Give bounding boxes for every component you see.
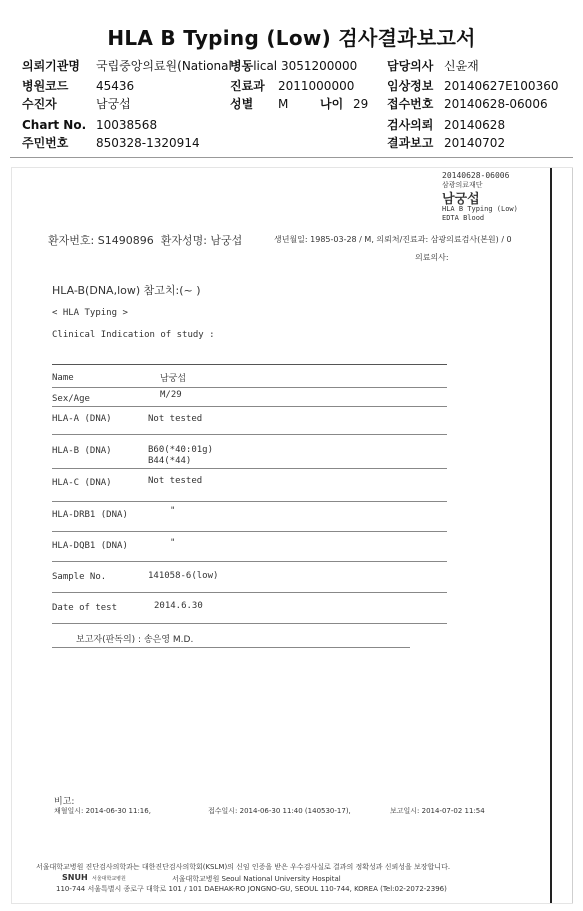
rule bbox=[52, 434, 447, 435]
patient-line-rest: 생년월일: 1985-03-28 / M, 의뢰처/진료과: 삼광의료검사(본원) / 0 bbox=[274, 235, 512, 244]
department-label-text: 진료과 bbox=[230, 79, 265, 93]
label-institution: 삼광의료재단 bbox=[442, 181, 483, 189]
ward-label: 병동 bbox=[230, 59, 254, 73]
clinical-info-label bbox=[387, 78, 433, 94]
patient-name-label: 환자성명: bbox=[160, 234, 207, 247]
patient-name-value: 남궁섭 bbox=[210, 234, 243, 247]
hospital-code-label-text: 병원코드 bbox=[22, 79, 69, 93]
rule bbox=[52, 501, 447, 502]
row-value: " bbox=[170, 506, 176, 516]
rule bbox=[52, 647, 410, 648]
requesting-institution bbox=[22, 58, 80, 74]
patient-value: 남궁섭 bbox=[96, 97, 131, 111]
row-value: M/29 bbox=[160, 390, 182, 400]
footer-certification: 서울대학교병원 진단검사의학과는 대한진단검사의학회(KSLM)의 신임 인증을 받은 우수검사실로 결과의 정확성과 신뢰성을 보장합니다. bbox=[36, 863, 451, 871]
sex-label-text: 성별 bbox=[230, 97, 254, 111]
test-request-label-text: 검사의뢰 bbox=[387, 118, 434, 132]
patient-label bbox=[22, 96, 57, 112]
department-label bbox=[230, 78, 265, 94]
rule bbox=[52, 364, 447, 365]
age-label bbox=[320, 96, 343, 112]
clinical-info-value: 20140627E100360 bbox=[444, 79, 559, 93]
row-label: Date of test bbox=[52, 603, 118, 613]
reporter: 보고자(판독의) : 송은영 M.D. bbox=[76, 635, 194, 645]
receipt-no-label-text: 접수번호 bbox=[387, 97, 434, 111]
result-report-label bbox=[387, 135, 433, 151]
requesting-institution-value: 국립중앙의료원(National bbox=[96, 59, 232, 73]
label-sample: EDTA Blood bbox=[442, 214, 485, 222]
received-time: 접수일시: 2014-06-30 11:40 (140530-17), bbox=[208, 807, 351, 815]
row-value: " bbox=[170, 538, 176, 548]
row-label: HLA-B (DNA) bbox=[52, 446, 112, 456]
age-label-text: 나이 bbox=[320, 97, 344, 111]
patient-no-label: 환자번호: bbox=[48, 234, 95, 247]
department-value: 2011000000 bbox=[278, 79, 355, 93]
row-value-2: B44(*44) bbox=[148, 456, 192, 466]
test-request-value: 20140628 bbox=[444, 118, 506, 132]
scanned-report bbox=[12, 168, 572, 903]
test-title: HLA-B(DNA,low) 참고치:(~ ) bbox=[52, 284, 201, 297]
patient-line bbox=[48, 232, 242, 248]
rule bbox=[52, 406, 447, 407]
footer-hospital-name: 서울대학교병원 Seoul National University Hospital bbox=[172, 875, 341, 883]
row-value: 남궁섭 bbox=[160, 374, 187, 384]
hospital-code-value: 45436 bbox=[96, 79, 135, 93]
sex-label bbox=[230, 96, 253, 112]
row-label: HLA-C (DNA) bbox=[52, 478, 112, 488]
rule bbox=[52, 468, 447, 469]
report-title: HLA B Typing (Low) 검사결과보고서 bbox=[107, 26, 476, 50]
rule bbox=[52, 561, 447, 562]
rule bbox=[52, 592, 447, 593]
resident-id-value: 850328-1320914 bbox=[96, 136, 200, 150]
snuh-logo: SNUH bbox=[62, 873, 88, 882]
row-value: Not tested bbox=[148, 476, 203, 486]
hospital-code-label bbox=[22, 78, 68, 94]
rule bbox=[52, 387, 447, 388]
doctor-label: 의료의사: bbox=[415, 253, 449, 262]
row-label: HLA-A (DNA) bbox=[52, 414, 112, 424]
row-label: Sex/Age bbox=[52, 394, 90, 404]
scan-edge-line bbox=[550, 168, 552, 903]
chart-no-label bbox=[22, 117, 86, 133]
row-label: Name bbox=[52, 373, 74, 383]
snuh-logo-sub: 서울대학교병원 bbox=[92, 876, 126, 882]
row-label: HLA-DRB1 (DNA) bbox=[52, 510, 128, 520]
row-value: 141058-6(low) bbox=[148, 571, 219, 581]
row-value: 2014.6.30 bbox=[154, 601, 203, 611]
clinical-indication: Clinical Indication of study : bbox=[52, 330, 215, 340]
label-test: HLA B Typing (Low) bbox=[442, 205, 518, 213]
requesting-institution-label: 의뢰기관명 bbox=[22, 59, 80, 73]
collected-time: 채혈일시: 2014-06-30 11:16, bbox=[54, 807, 151, 815]
reported-time: 보고일시: 2014-07-02 11:54 bbox=[390, 807, 485, 815]
row-label: Sample No. bbox=[52, 572, 107, 582]
row-value: Not tested bbox=[148, 414, 203, 424]
label-receipt: 20140628-06006 bbox=[442, 171, 510, 180]
patient-label-text: 수진자 bbox=[22, 97, 57, 111]
ward-value: lical 3051200000 bbox=[253, 59, 358, 73]
attending bbox=[387, 58, 433, 74]
row-label: HLA-DQB1 (DNA) bbox=[52, 541, 128, 551]
rule bbox=[52, 623, 447, 624]
chart-no-value: 10038568 bbox=[96, 118, 158, 132]
resident-id-label-text: 주민번호 bbox=[22, 136, 69, 150]
receipt-no-label bbox=[387, 96, 433, 112]
result-report-label-text: 결과보고 bbox=[387, 136, 434, 150]
result-report-value: 20140702 bbox=[444, 136, 506, 150]
resident-id-label bbox=[22, 135, 68, 151]
header-divider bbox=[10, 157, 573, 158]
receipt-no-value: 20140628-06006 bbox=[444, 97, 548, 111]
patient-no-value: S1490896 bbox=[97, 234, 154, 247]
remarks-label: 비고: bbox=[54, 797, 75, 807]
section-heading: < HLA Typing > bbox=[52, 308, 128, 318]
sex-value: M bbox=[278, 97, 289, 111]
test-request-label bbox=[387, 117, 433, 133]
attending-label: 담당의사 bbox=[387, 59, 434, 73]
attending-value: 신윤재 bbox=[444, 59, 479, 73]
row-value: B60(*40:01g) bbox=[148, 445, 214, 455]
ward bbox=[230, 58, 357, 74]
clinical-info-label-text: 임상정보 bbox=[387, 79, 434, 93]
chart-no-label-text: Chart No. bbox=[22, 118, 87, 132]
label-patient-name: 남궁섭 bbox=[442, 192, 480, 207]
age-value: 29 bbox=[353, 97, 369, 111]
footer-address: 110-744 서울특별시 종로구 대학로 101 / 101 DAEHAK-RO JONGNO-GU, SEOUL 110-744, KOREA (Tel:02-2072-2396) bbox=[56, 885, 447, 893]
rule bbox=[52, 531, 447, 532]
